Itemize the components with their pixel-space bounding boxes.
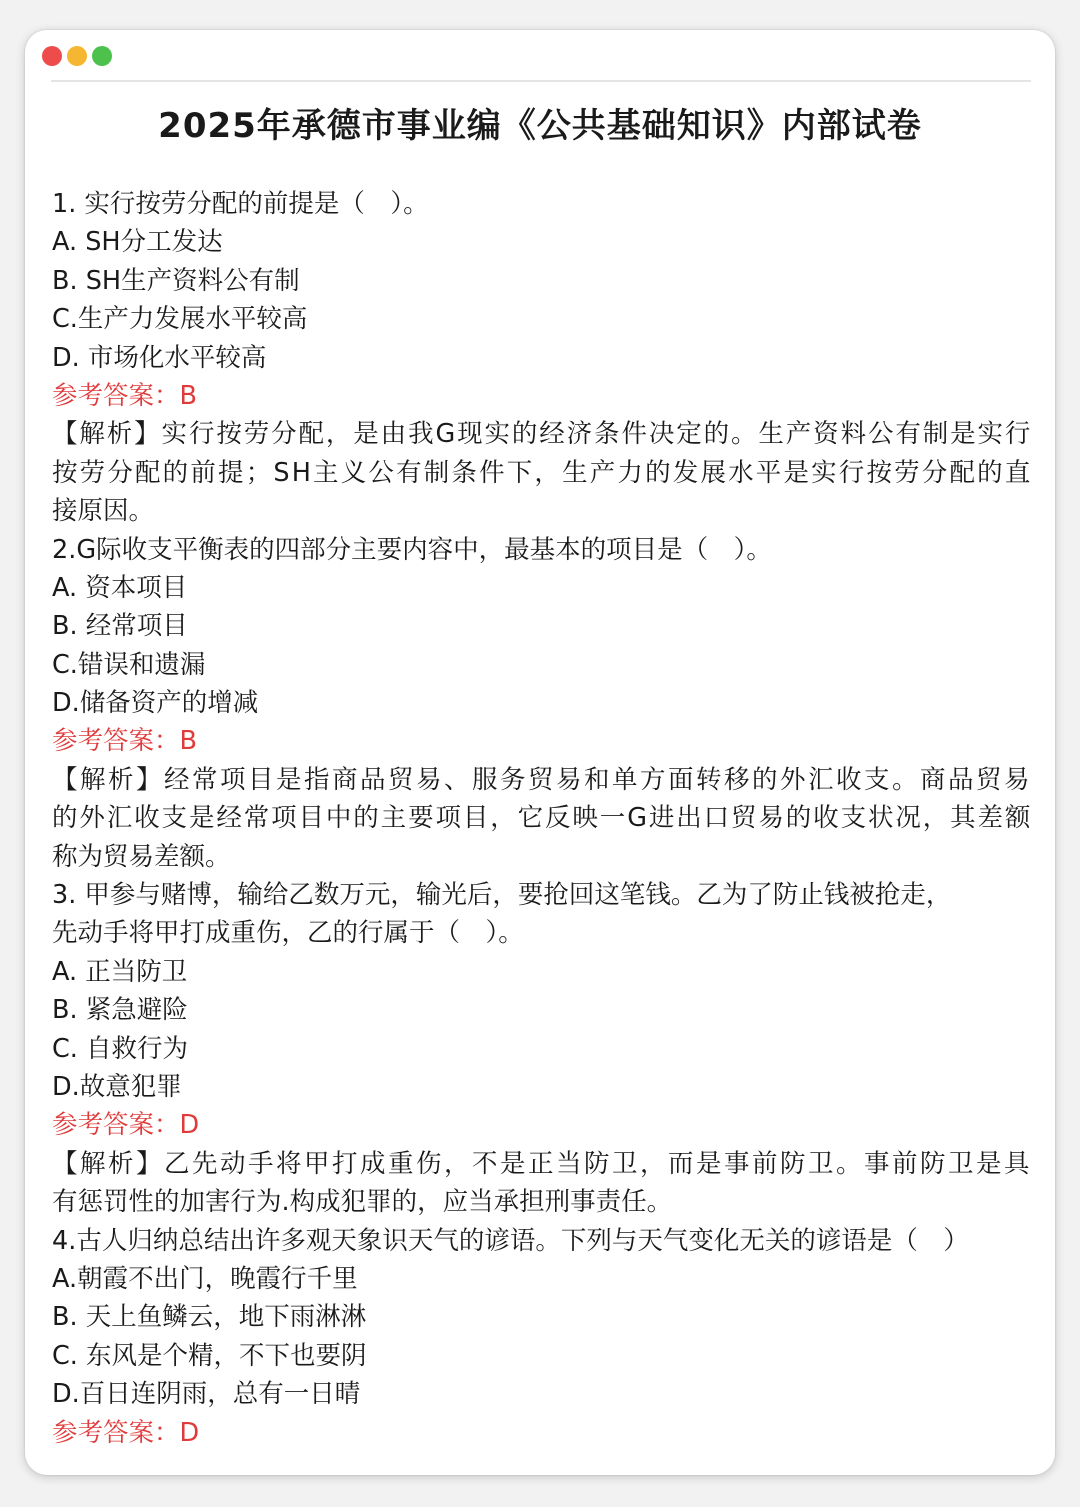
answer-option: A. SH分工发达 [52,227,223,258]
window-titlebar [25,30,1055,82]
explanation-line: 的外汇收支是经常项目中的主要项目，它反映一G进出口贸易的收支状况，其差额 [52,803,1033,834]
answer-option: D. 市场化水平较高 [52,342,267,373]
question-block [52,876,1037,1222]
question-block [52,531,1037,877]
answer-option: A. 资本项目 [52,572,188,603]
reference-answer: 参考答案：B [52,726,197,757]
question-block [52,1222,1037,1452]
answer-option: C.错误和遗漏 [52,649,206,680]
answer-option: D.百日连阴雨，总有一日晴 [52,1379,361,1410]
explanation-line: 有惩罚性的加害行为.构成犯罪的，应当承担刑事责任。 [52,1187,673,1218]
answer-option: D.故意犯罪 [52,1071,182,1102]
question-stem: 4.古人归纳总结出许多观天象识天气的谚语。下列与天气变化无关的谚语是（ ） [52,1225,969,1256]
page-title: 2025年承德市事业编《公共基础知识》内部试卷 [158,106,922,146]
answer-option: B. 经常项目 [52,611,188,642]
question-stem: 3. 甲参与赌博，输给乙数万元，输光后，要抢回这笔钱。乙为了防止钱被抢走， [52,880,952,911]
explanation-line: 接原因。 [52,496,155,527]
question-stem: 2.G际收支平衡表的四部分主要内容中，最基本的项目是（ ）。 [52,534,772,565]
explanation-line: 【解析】乙先动手将甲打成重伤，不是正当防卫，而是事前防卫。事前防卫是具 [52,1148,1033,1179]
question-block [52,185,1037,531]
answer-option: B. 天上鱼鳞云，地下雨淋淋 [52,1302,367,1333]
question-stem: 1. 实行按劳分配的前提是（ ）。 [52,189,429,219]
reference-answer: 参考答案：D [52,1417,200,1448]
minimize-button[interactable] [67,46,87,66]
explanation-line: 【解析】实行按劳分配，是由我G现实的经济条件决定的。生产资料公有制是实行 [52,419,1033,450]
answer-option: A. 正当防卫 [52,956,188,987]
question-stem: 先动手将甲打成重伤，乙的行属于（ ）。 [52,918,524,949]
answer-option: B. 紧急避险 [52,995,188,1026]
reference-answer: 参考答案：B [52,380,197,411]
maximize-button[interactable] [92,46,112,66]
answer-option: C. 东风是个精，不下也要阴 [52,1340,367,1371]
answer-option: C.生产力发展水平较高 [52,304,308,335]
explanation-line: 【解析】经常项目是指商品贸易、服务贸易和单方面转移的外汇收支。商品贸易 [52,764,1033,795]
answer-option: B. SH生产资料公有制 [52,265,300,296]
explanation-line: 称为贸易差额。 [52,841,231,872]
reference-answer: 参考答案：D [52,1110,200,1141]
document-window [25,30,1055,1475]
titlebar-divider [51,80,1031,82]
answer-option: C. 自救行为 [52,1033,189,1064]
explanation-line: 按劳分配的前提；SH主义公有制条件下，生产力的发展水平是实行按劳分配的直 [52,457,1033,488]
answer-option: D.储备资产的增减 [52,688,259,719]
answer-option: A.朝霞不出门，晚霞行千里 [52,1263,358,1294]
question-list [52,185,1037,1452]
close-button[interactable] [42,46,62,66]
